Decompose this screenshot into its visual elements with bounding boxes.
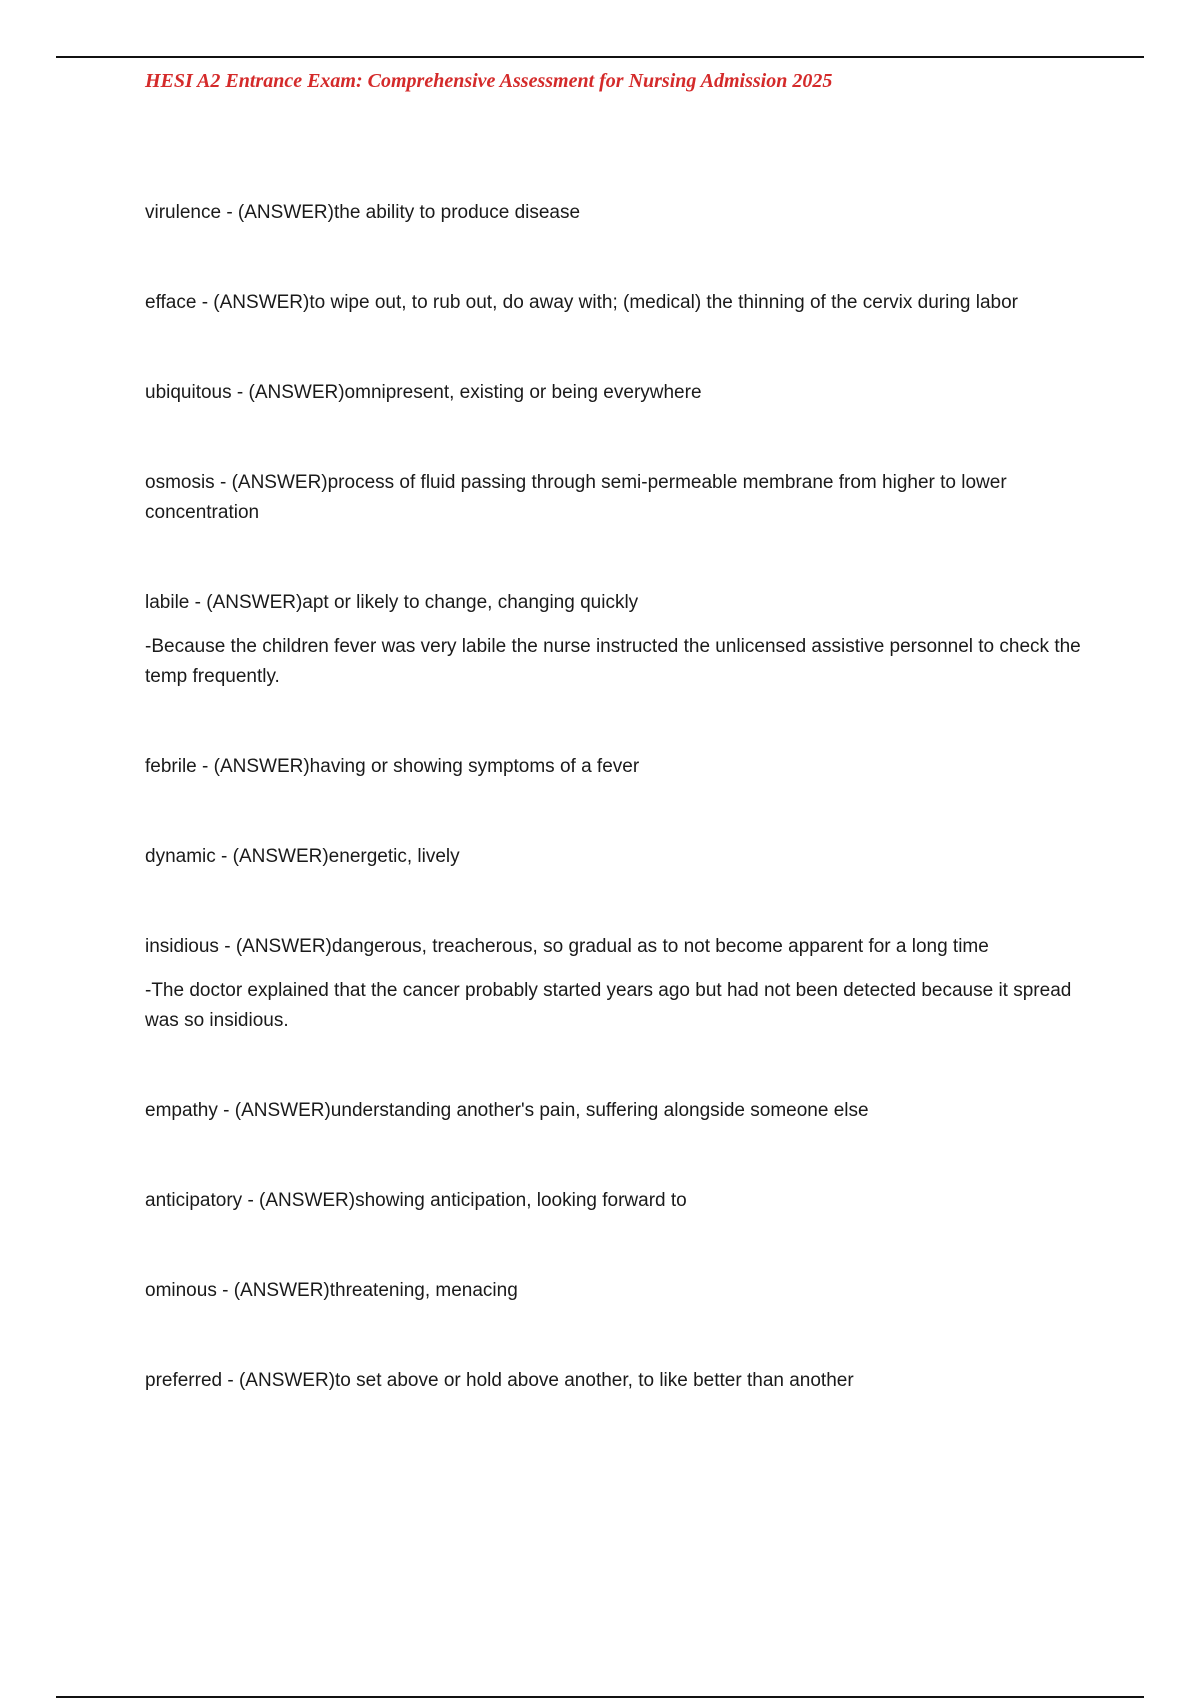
entry-example: -The doctor explained that the cancer probably started years ago but had not been detected because it spread was so insidious. bbox=[145, 980, 1072, 1031]
entry-definition: anticipatory - (ANSWER)showing anticipation, looking forward to bbox=[145, 1190, 687, 1211]
entry-definition: osmosis - (ANSWER)process of fluid passing through semi-permeable membrane from higher to lower concentration bbox=[145, 472, 1007, 523]
footer-rule bbox=[56, 1696, 1144, 1698]
entry-definition: preferred - (ANSWER)to set above or hold above another, to like better than another bbox=[145, 1370, 854, 1391]
entry-definition: febrile - (ANSWER)having or showing symptoms of a fever bbox=[145, 756, 640, 777]
vocabulary-entry bbox=[145, 932, 1095, 1036]
entry-definition: efface - (ANSWER)to wipe out, to rub out, do away with; (medical) the thinning of the cervix during labor bbox=[145, 292, 1019, 313]
vocabulary-entry bbox=[145, 1096, 1095, 1126]
vocabulary-entry bbox=[145, 198, 1095, 228]
vocabulary-entry bbox=[145, 842, 1095, 872]
vocabulary-list bbox=[145, 198, 1095, 1456]
entry-definition: labile - (ANSWER)apt or likely to change, changing quickly bbox=[145, 592, 639, 613]
entry-definition: ominous - (ANSWER)threatening, menacing bbox=[145, 1280, 518, 1301]
vocabulary-entry bbox=[145, 1276, 1095, 1306]
entry-definition: insidious - (ANSWER)dangerous, treacherous, so gradual as to not become apparent for a long time bbox=[145, 936, 989, 957]
entry-example: -Because the children fever was very labile the nurse instructed the unlicensed assistive personnel to check the temp frequently. bbox=[145, 636, 1081, 687]
entry-definition: dynamic - (ANSWER)energetic, lively bbox=[145, 846, 460, 867]
entry-definition: ubiquitous - (ANSWER)omnipresent, existing or being everywhere bbox=[145, 382, 702, 403]
vocabulary-entry bbox=[145, 752, 1095, 782]
vocabulary-entry bbox=[145, 288, 1095, 318]
header-rule bbox=[56, 56, 1144, 58]
entry-definition: empathy - (ANSWER)understanding another's pain, suffering alongside someone else bbox=[145, 1100, 869, 1121]
vocabulary-entry bbox=[145, 468, 1095, 528]
document-title: HESI A2 Entrance Exam: Comprehensive Assessment for Nursing Admission 2025 bbox=[145, 70, 833, 92]
vocabulary-entry bbox=[145, 588, 1095, 692]
vocabulary-entry bbox=[145, 378, 1095, 408]
entry-definition: virulence - (ANSWER)the ability to produce disease bbox=[145, 202, 581, 223]
vocabulary-entry bbox=[145, 1186, 1095, 1216]
vocabulary-entry bbox=[145, 1366, 1095, 1396]
